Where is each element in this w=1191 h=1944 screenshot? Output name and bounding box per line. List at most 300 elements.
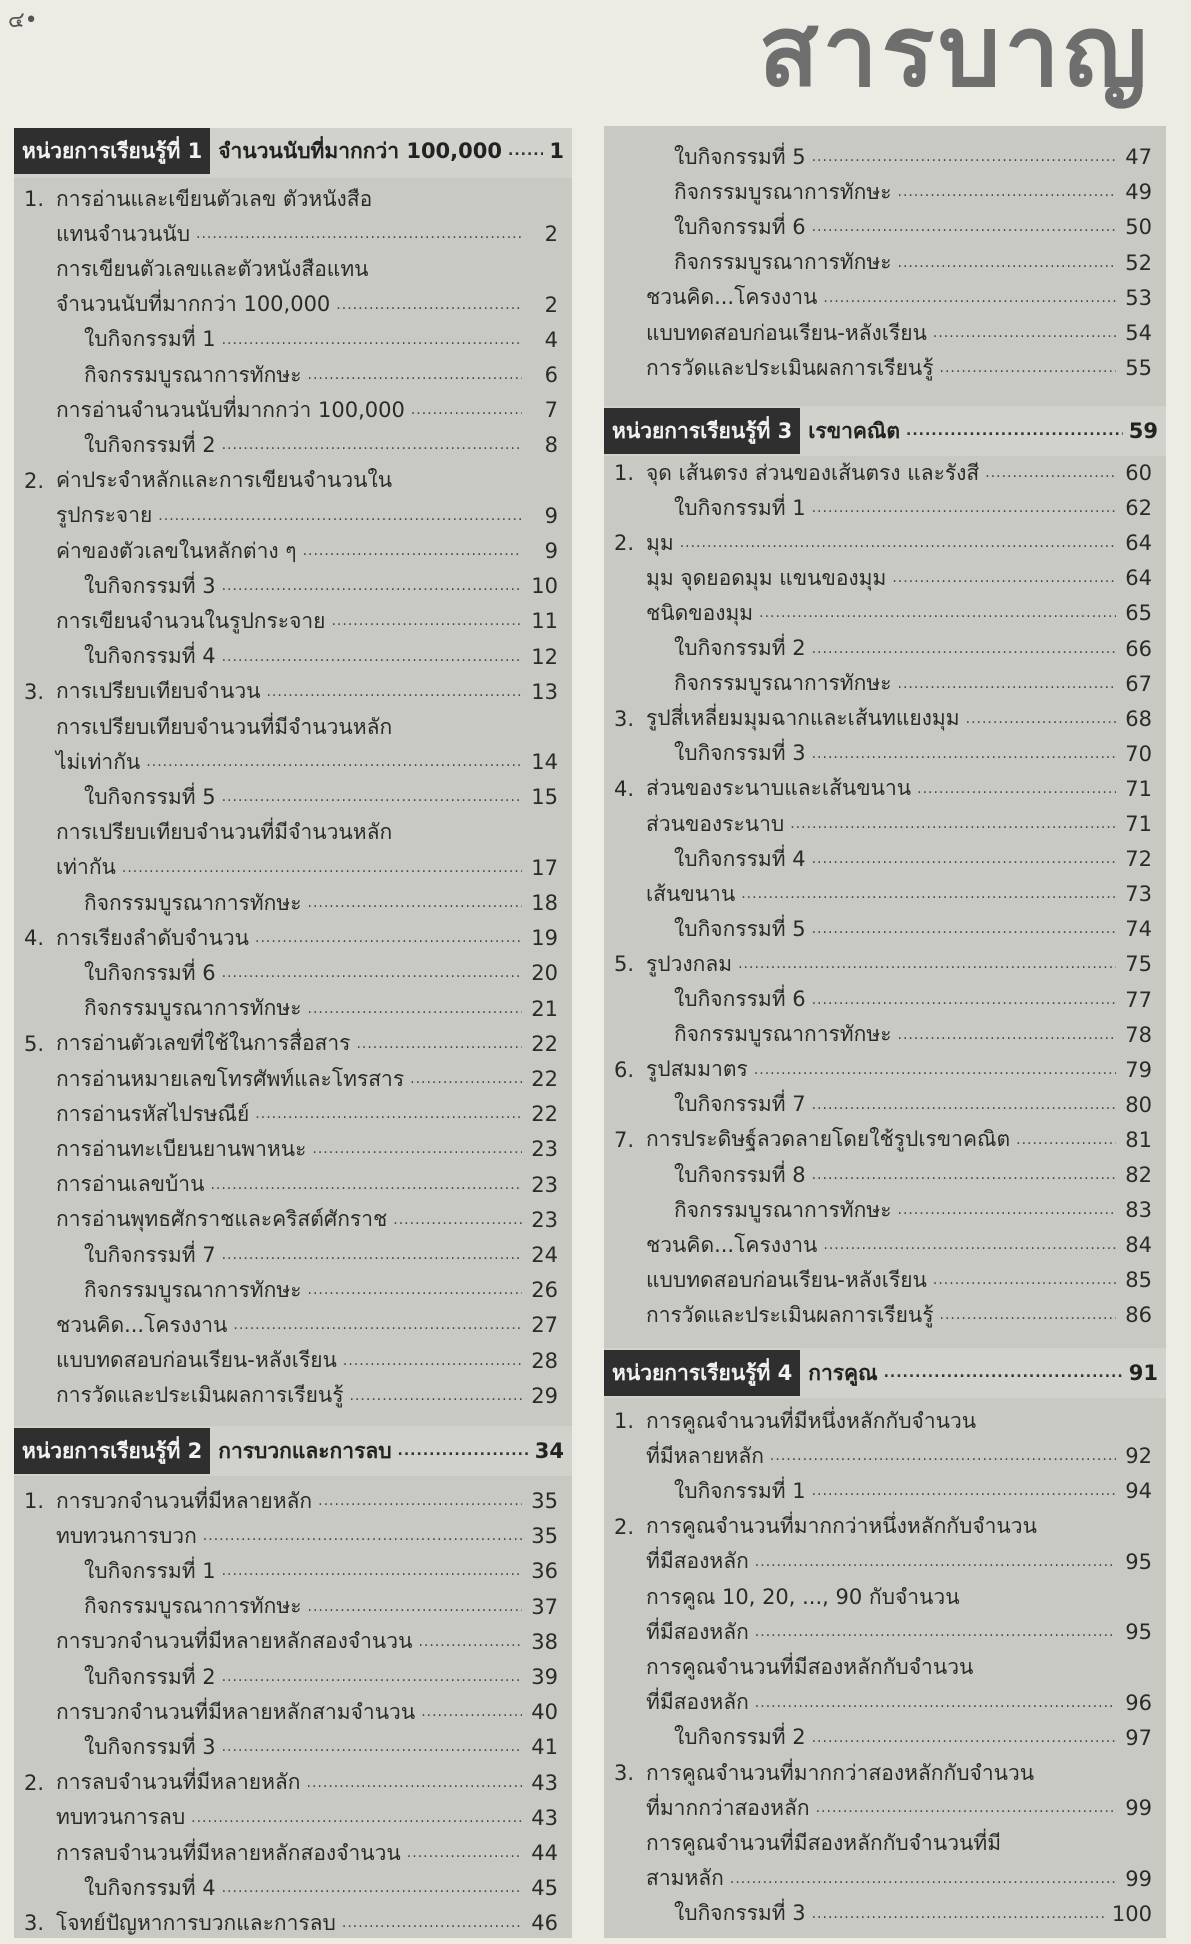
entry-title: ใบกิจกรรมที่ 6 (674, 987, 806, 1011)
leader-dots (331, 613, 522, 629)
leader-dots (222, 1563, 522, 1579)
entry-title: กิจกรรมบูรณาการทักษะ (84, 362, 302, 387)
entry-title: การอ่านหมายเลขโทรศัพท์และโทรสาร (56, 1066, 405, 1091)
entry-page-number: 64 (1125, 531, 1152, 556)
entry-title: ใบกิจกรรมที่ 4 (674, 846, 806, 871)
toc-entry (14, 675, 572, 709)
toc-entry (604, 175, 1166, 209)
toc-entry (14, 1344, 572, 1378)
toc-entry (604, 1228, 1166, 1262)
leader-dots (342, 1915, 522, 1931)
entry-title: ใบกิจกรรมที่ 6 (84, 960, 216, 985)
entry-page-number: 65 (1125, 601, 1152, 626)
entry-page-number: 82 (1125, 1163, 1152, 1187)
toc-entry (14, 1695, 572, 1729)
leader-dots (222, 1880, 522, 1896)
entry-title: การอ่านจำนวนนับที่มากกว่า 100,000 (56, 397, 405, 422)
entry-number: 4. (24, 926, 45, 951)
entry-title: ใบกิจกรรมที่ 3 (84, 1734, 216, 1759)
toc-entry (604, 1193, 1166, 1227)
toc-entry (604, 1158, 1166, 1192)
entry-title: สามหลัก (646, 1866, 724, 1891)
entry-page-number: 77 (1125, 987, 1152, 1012)
entry-title: ส่วนของระนาบและเส้นขนาน (646, 776, 912, 801)
entry-page-number: 66 (1125, 636, 1152, 661)
leader-dots (898, 1027, 1117, 1043)
entry-title: มุม จุดยอดมุม แขนของมุม (646, 565, 887, 590)
entry-page-number: 27 (531, 1313, 558, 1338)
toc-entry (604, 737, 1166, 771)
toc-entry (14, 851, 572, 885)
toc-entry (14, 217, 572, 251)
leader-dots (759, 605, 1116, 621)
leader-dots (407, 1845, 522, 1861)
toc-entry (14, 1027, 572, 1061)
entry-page-number: 17 (531, 855, 558, 880)
toc-entry (604, 632, 1166, 666)
entry-title: ใบกิจกรรมที่ 8 (674, 1162, 806, 1187)
unit-title: จำนวนนับที่มากกว่า 100,000 (218, 138, 502, 163)
entry-title: ที่มีสองหลัก (646, 1619, 749, 1644)
entry-title: กิจกรรมบูรณาการทักษะ (84, 890, 302, 915)
toc-entry (604, 1298, 1166, 1332)
unit-label: หน่วยการเรียนรู้ที่ 1 (14, 128, 210, 174)
leader-dots (741, 886, 1116, 902)
entry-title: ใบกิจกรรมที่ 1 (674, 495, 806, 520)
leader-dots (307, 1775, 522, 1791)
entry-title: ใบกิจกรรมที่ 1 (674, 1478, 806, 1503)
toc-entry (604, 912, 1166, 946)
toc-entry (14, 1062, 572, 1096)
entry-title: ที่มีสองหลัก (646, 1549, 749, 1574)
unit-2-header (14, 1428, 572, 1474)
entry-page-number: 23 (531, 1207, 558, 1232)
toc-entry (604, 1510, 1166, 1544)
entry-title: กิจกรรมบูรณาการทักษะ (84, 996, 302, 1021)
entry-page-number: 41 (531, 1735, 558, 1760)
entry-title: ใบกิจกรรมที่ 1 (84, 327, 216, 352)
entry-page-number: 71 (1125, 812, 1152, 836)
entry-title: การอ่านและเขียนตัวเลข ตัวหนังสือ (56, 186, 373, 211)
leader-dots (755, 1554, 1116, 1570)
entry-title: การลบจำนวนที่มีหลายหลัก (56, 1770, 301, 1795)
leader-dots (308, 367, 523, 383)
entry-title: ใบกิจกรรมที่ 2 (674, 1725, 806, 1750)
entry-page-number: 75 (1125, 952, 1152, 977)
entry-title: การเรียงลำดับจำนวน (56, 925, 250, 950)
leader-dots (350, 1388, 522, 1404)
toc-entry (604, 983, 1166, 1017)
unit-label: หน่วยการเรียนรู้ที่ 4 (604, 1350, 800, 1396)
entry-title: การคูณจำนวนที่มีหนึ่งหลักกับจำนวน (646, 1408, 977, 1433)
toc-entry (604, 1580, 1166, 1614)
leader-dots (730, 1871, 1116, 1887)
entry-page-number: 80 (1125, 1092, 1152, 1117)
entry-number: 3. (614, 706, 635, 731)
leader-dots (308, 1599, 523, 1615)
leader-dots (892, 570, 1116, 586)
leader-dots (917, 781, 1116, 797)
entry-title: กิจกรรมบูรณาการทักษะ (674, 250, 892, 275)
leader-dots (738, 956, 1116, 972)
toc-entry (14, 1766, 572, 1800)
toc-entry (14, 1132, 572, 1166)
unit-3-header (604, 408, 1166, 454)
leader-dots (770, 1448, 1116, 1464)
entry-page-number: 70 (1125, 741, 1152, 766)
entry-page-number: 38 (531, 1629, 558, 1654)
entry-page-number: 14 (531, 750, 558, 775)
toc-entry (14, 464, 572, 498)
toc-entry (604, 1053, 1166, 1087)
entry-page-number: 100 (1111, 1901, 1152, 1926)
entry-title: กิจกรรมบูรณาการทักษะ (674, 1022, 892, 1047)
leader-dots (222, 649, 522, 665)
entry-page-number: 9 (544, 539, 558, 563)
entry-title: ใบกิจกรรมที่ 3 (674, 1901, 806, 1926)
toc-entry (14, 604, 572, 638)
toc-entry (604, 246, 1166, 280)
entry-page-number: 23 (531, 1172, 558, 1197)
leader-dots (812, 851, 1116, 867)
page-title: สารบาญ (758, 0, 1151, 109)
leader-dots (812, 1483, 1116, 1499)
leader-dots (755, 1624, 1116, 1640)
leader-dots (233, 1317, 522, 1333)
entry-page-number: 12 (531, 644, 558, 669)
entry-title: ส่วนของระนาบ (646, 811, 785, 836)
leader-dots (308, 1282, 523, 1298)
entry-page-number: 94 (1125, 1479, 1152, 1504)
entry-title: ใบกิจกรรมที่ 6 (674, 214, 806, 239)
toc-entry (14, 886, 572, 920)
entry-number: 1. (614, 1409, 635, 1433)
unit-page-number: 91 (1128, 1361, 1158, 1385)
toc-entry (604, 667, 1166, 701)
toc-entry (14, 1238, 572, 1272)
toc-entry (14, 1554, 572, 1588)
entry-page-number: 50 (1125, 215, 1152, 240)
toc-entry (14, 1801, 572, 1835)
entry-page-number: 44 (531, 1841, 558, 1865)
unit-page-number: 1 (549, 139, 564, 163)
entry-title: การอ่านเลขบ้าน (56, 1172, 205, 1197)
entry-title: การอ่านตัวเลขที่ใช้ในการสื่อสาร (56, 1031, 351, 1056)
entry-title: รูปสี่เหลี่ยมมุมฉากและเส้นทแยงมุม (646, 706, 960, 731)
entry-page-number: 97 (1125, 1725, 1152, 1750)
entry-title: การเปรียบเทียบจำนวนที่มีจำนวนหลัก (56, 820, 393, 845)
leader-dots (303, 543, 522, 559)
toc-entry (604, 1897, 1166, 1931)
entry-title: การลบจำนวนที่มีหลายหลักสองจำนวน (56, 1840, 401, 1865)
toc-entry (604, 842, 1166, 876)
leader-dots (898, 676, 1117, 692)
toc-entry (14, 1308, 572, 1342)
entry-title: การคูณจำนวนที่มากกว่าหนึ่งหลักกับจำนวน (646, 1514, 1037, 1539)
leader-dots (812, 219, 1116, 235)
entry-title: เท่ากัน (56, 855, 116, 880)
entry-title: การเปรียบเทียบจำนวน (56, 679, 261, 704)
entry-page-number: 15 (531, 785, 558, 810)
toc-entry (604, 351, 1166, 385)
entry-title: การคูณจำนวนที่มีสองหลักกับจำนวน (646, 1654, 974, 1679)
page-number: ๔• (8, 8, 38, 33)
unit-4-header (604, 1350, 1166, 1396)
toc-entry (604, 947, 1166, 981)
entry-title: ใบกิจกรรมที่ 7 (84, 1242, 216, 1267)
leader-dots (680, 535, 1116, 551)
toc-entry (14, 428, 572, 462)
entry-number: 2. (614, 1514, 635, 1539)
entry-page-number: 47 (1125, 145, 1152, 169)
leader-dots (222, 965, 522, 981)
entry-page-number: 67 (1125, 671, 1152, 696)
toc-entry (604, 1686, 1166, 1720)
leader-dots (812, 992, 1116, 1008)
toc-entry (604, 596, 1166, 630)
entry-number: 1. (614, 461, 635, 485)
leader-dots (823, 1237, 1116, 1253)
entry-page-number: 52 (1125, 250, 1152, 275)
entry-page-number: 78 (1125, 1022, 1152, 1047)
leader-dots (812, 921, 1116, 937)
entry-title: ที่มีหลายหลัก (646, 1443, 764, 1468)
entry-title: การบวกจำนวนที่มีหลายหลักสามจำนวน (56, 1699, 416, 1724)
entry-page-number: 26 (531, 1278, 558, 1303)
toc-entry (604, 1650, 1166, 1684)
toc-entry (604, 1756, 1166, 1790)
leader-dots (812, 1906, 1106, 1922)
toc-entry (14, 921, 572, 955)
entry-page-number: 60 (1125, 461, 1152, 485)
entry-page-number: 49 (1125, 180, 1152, 205)
leader-dots (308, 895, 523, 911)
toc-entry (14, 288, 572, 322)
entry-number: 1. (24, 187, 45, 211)
entry-page-number: 96 (1125, 1690, 1152, 1715)
leader-dots (906, 423, 1123, 439)
entry-page-number: 6 (544, 363, 558, 387)
toc-entry (14, 252, 572, 286)
leader-dots (222, 578, 522, 594)
entry-number: 3. (24, 679, 45, 704)
entry-title: กิจกรรมบูรณาการทักษะ (84, 1277, 302, 1302)
toc-entry (14, 1519, 572, 1553)
entry-title: ชวนคิด...โครงงาน (646, 1232, 818, 1257)
toc-entry (604, 1862, 1166, 1896)
toc-entry (14, 1836, 572, 1870)
unit-title: การคูณ (808, 1360, 878, 1385)
toc-entry (14, 499, 572, 533)
leader-dots (754, 1062, 1116, 1078)
leader-dots (318, 1493, 522, 1509)
toc-entry (14, 1097, 572, 1131)
toc-entry (604, 491, 1166, 525)
leader-dots (933, 325, 1116, 341)
entry-title: การอ่านรหัสไปรษณีย์ (56, 1101, 250, 1126)
entry-page-number: 20 (531, 961, 558, 986)
leader-dots (1016, 1132, 1116, 1148)
entry-title: ใบกิจกรรมที่ 4 (84, 644, 216, 669)
entry-page-number: 11 (531, 609, 558, 634)
toc-entry (604, 1263, 1166, 1297)
entry-page-number: 39 (531, 1665, 558, 1689)
leader-dots (222, 437, 522, 453)
leader-dots (898, 255, 1117, 271)
entry-page-number: 40 (531, 1700, 558, 1725)
entry-page-number: 84 (1125, 1233, 1152, 1258)
entry-title: ชวนคิด...โครงงาน (56, 1312, 228, 1337)
entry-number: 1. (24, 1489, 45, 1513)
leader-dots (898, 1202, 1117, 1218)
leader-dots (191, 1810, 522, 1826)
toc-entry (604, 877, 1166, 911)
entry-page-number: 95 (1125, 1549, 1152, 1574)
entry-page-number: 2 (544, 222, 558, 247)
leader-dots (398, 1443, 529, 1459)
leader-dots (336, 297, 522, 313)
entry-title: ที่มีสองหลัก (646, 1690, 749, 1715)
entry-title: การคูณจำนวนที่มีสองหลักกับจำนวนที่มี (646, 1830, 1002, 1855)
entry-page-number: 74 (1125, 917, 1152, 942)
entry-page-number: 22 (531, 1031, 558, 1056)
entry-title: กิจกรรมบูรณาการทักษะ (674, 179, 892, 204)
entry-title: ที่มากกว่าสองหลัก (646, 1795, 810, 1820)
leader-dots (343, 1353, 522, 1369)
entry-title: รูปสมมาตร (646, 1057, 748, 1082)
leader-dots (812, 641, 1116, 657)
toc-entry (14, 1906, 572, 1940)
toc-entry (14, 992, 572, 1026)
toc-entry (604, 1123, 1166, 1157)
leader-dots (222, 1739, 522, 1755)
entry-number: 3. (614, 1761, 635, 1785)
unit-page-number: 34 (534, 1439, 564, 1463)
entry-title: ใบกิจกรรมที่ 3 (84, 573, 216, 598)
entry-title: การอ่านทะเบียนยานพาหนะ (56, 1136, 307, 1161)
entry-title: ใบกิจกรรมที่ 3 (674, 741, 806, 766)
toc-entry (14, 1625, 572, 1659)
leader-dots (933, 1272, 1116, 1288)
entry-title: การวัดและประเมินผลการเรียนรู้ (646, 355, 934, 380)
entry-number: 7. (614, 1127, 635, 1152)
toc-entry (604, 1474, 1166, 1508)
entry-page-number: 79 (1125, 1057, 1152, 1082)
entry-title: แทนจำนวนนับ (56, 221, 191, 246)
entry-title: กิจกรรมบูรณาการทักษะ (674, 671, 892, 696)
toc-entry (14, 1730, 572, 1764)
toc-entry (604, 1791, 1166, 1825)
entry-title: ใบกิจกรรมที่ 2 (674, 636, 806, 660)
entry-page-number: 68 (1125, 706, 1152, 731)
toc-entry (14, 745, 572, 779)
entry-title: ค่าประจำหลักและการเขียนจำนวนใน (56, 468, 393, 493)
toc-entry (14, 1273, 572, 1307)
entry-title: แบบทดสอบก่อนเรียน-หลังเรียน (646, 1267, 927, 1292)
toc-entry (604, 1088, 1166, 1122)
toc-entry (604, 1615, 1166, 1649)
entry-page-number: 83 (1125, 1198, 1152, 1223)
unit-label: หน่วยการเรียนรู้ที่ 3 (604, 408, 800, 454)
entry-page-number: 8 (544, 433, 558, 458)
leader-dots (884, 1365, 1123, 1381)
leader-dots (966, 711, 1116, 727)
entry-page-number: 72 (1125, 847, 1152, 872)
leader-dots (308, 1001, 523, 1017)
entry-page-number: 4 (544, 327, 558, 352)
entry-title: การเปรียบเทียบจำนวนที่มีจำนวนหลัก (56, 714, 393, 739)
entry-title: ใบกิจกรรมที่ 2 (84, 1664, 216, 1689)
leader-dots (196, 226, 522, 242)
entry-title: กิจกรรมบูรณาการทักษะ (674, 1197, 892, 1222)
toc-entry (604, 772, 1166, 806)
entry-page-number: 95 (1125, 1620, 1152, 1645)
entry-title: การเขียนจำนวนในรูปกระจาย (56, 608, 326, 633)
toc-entry (14, 323, 572, 357)
entry-page-number: 35 (531, 1489, 558, 1513)
entry-page-number: 45 (531, 1876, 558, 1901)
entry-title: การบวกจำนวนที่มีหลายหลักสองจำนวน (56, 1629, 413, 1654)
entry-title: ชนิดของมุม (646, 600, 754, 625)
toc-entry (14, 393, 572, 427)
toc-entry (604, 281, 1166, 315)
leader-dots (823, 290, 1116, 306)
toc-entry (14, 1379, 572, 1413)
toc-entry (14, 1871, 572, 1905)
entry-page-number: 99 (1125, 1866, 1152, 1891)
toc-entry (604, 456, 1166, 490)
entry-page-number: 2 (544, 292, 558, 317)
entry-title: การคูณ 10, 20, ..., 90 กับจำนวน (646, 1584, 960, 1609)
entry-page-number: 85 (1125, 1268, 1152, 1293)
entry-page-number: 7 (544, 398, 558, 423)
entry-page-number: 35 (531, 1524, 558, 1549)
leader-dots (812, 1167, 1116, 1183)
entry-page-number: 55 (1125, 356, 1152, 381)
toc-entry (604, 561, 1166, 595)
leader-dots (985, 465, 1116, 481)
toc-entry (14, 1168, 572, 1202)
toc-entry (14, 1203, 572, 1237)
left-column (14, 128, 572, 1938)
toc-entry (14, 956, 572, 990)
leader-dots (421, 1704, 522, 1720)
entry-number: 2. (614, 531, 635, 556)
entry-page-number: 54 (1125, 321, 1152, 345)
toc-entry (604, 702, 1166, 736)
entry-title: จำนวนนับที่มากกว่า 100,000 (56, 292, 331, 317)
toc-entry (604, 526, 1166, 560)
leader-dots (222, 789, 522, 805)
toc-entry (14, 1484, 572, 1518)
entry-page-number: 19 (531, 926, 558, 951)
leader-dots (816, 1800, 1116, 1816)
leader-dots (146, 754, 522, 770)
leader-dots (812, 1097, 1116, 1113)
leader-dots (222, 1669, 522, 1685)
entry-title: ใบกิจกรรมที่ 4 (84, 1875, 216, 1900)
leader-dots (393, 1212, 522, 1228)
leader-dots (222, 1247, 522, 1263)
entry-page-number: 73 (1125, 882, 1152, 907)
entry-title: การบวกจำนวนที่มีหลายหลัก (56, 1488, 313, 1513)
entry-number: 3. (24, 1911, 45, 1936)
entry-page-number: 64 (1125, 566, 1152, 591)
unit-page-number: 59 (1128, 419, 1158, 443)
entry-title: ใบกิจกรรมที่ 2 (84, 432, 216, 457)
toc-entry (14, 182, 572, 216)
entry-number: 6. (614, 1057, 635, 1082)
